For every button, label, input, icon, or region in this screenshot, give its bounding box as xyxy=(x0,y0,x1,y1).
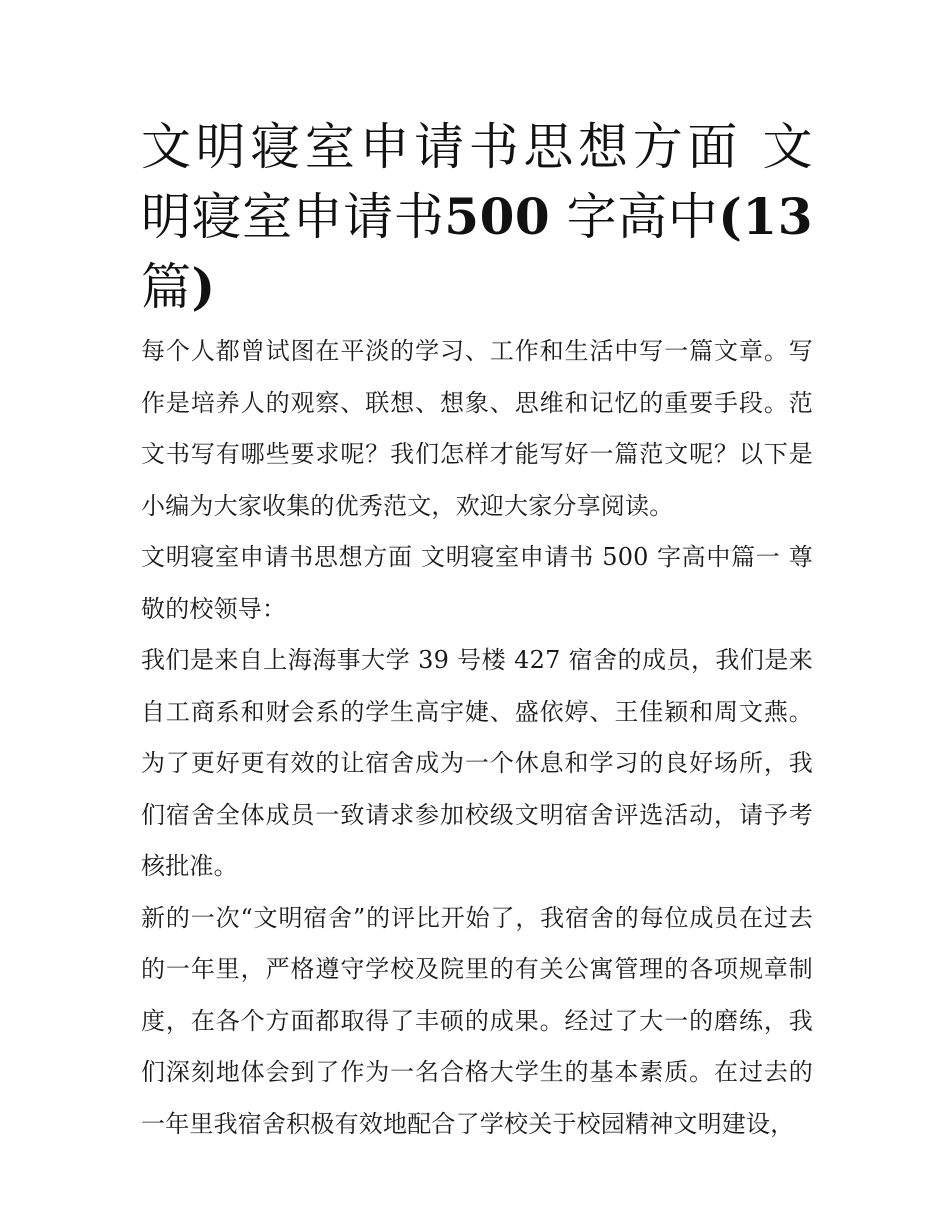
title-part: 500 xyxy=(444,187,551,246)
document-title xyxy=(141,112,813,322)
body-paragraph: 新的一次“文明宿舍”的评比开始了，我宿舍的每位成员在过去的一年里，严格遵守学校及院里的有关公寓管理的各项规章制度，在各个方面都取得了丰硕的成果。经过了大一的磨练，我们深刻地体会到了作为一名合格大学生的基本素质。在过去的一年里我宿舍积极有效地配合了学校关于校园精神文明建设， xyxy=(141,903,813,1138)
document-content xyxy=(141,112,813,1150)
title-part: (13 xyxy=(718,187,813,246)
intro-paragraph: 每个人都曾试图在平淡的学习、工作和生活中写一篇文章。写作是培养人的观察、联想、想象、思维和记忆的重要手段。范文书写有哪些要求呢？我们怎样才能写好一篇范文呢？以下是小编为大家收集的优秀范文，欢迎大家分享阅读。 xyxy=(141,337,813,520)
body-text xyxy=(141,326,813,1150)
title-part: 文明寝室申请书思想方面 文明寝室申请书 xyxy=(141,118,813,246)
title-part: ) xyxy=(191,257,216,316)
title-part: 字高中 xyxy=(550,188,719,246)
title-part: 篇 xyxy=(141,258,192,316)
body-paragraph: 我们是来自上海海事大学 39 号楼 427 宿舍的成员，我们是来自工商系和财会系的学生高宇婕、盛依婷、王佳颖和周文燕。为了更好更有效的让宿舍成为一个休息和学习的良好场所，我们宿舍全体成员一致请求参加校级文明宿舍评选活动，请予考核批准。 xyxy=(141,646,813,880)
section-heading-paragraph: 文明寝室申请书思想方面 文明寝室申请书 500 字高中篇一 尊敬的校领导： xyxy=(141,543,813,623)
